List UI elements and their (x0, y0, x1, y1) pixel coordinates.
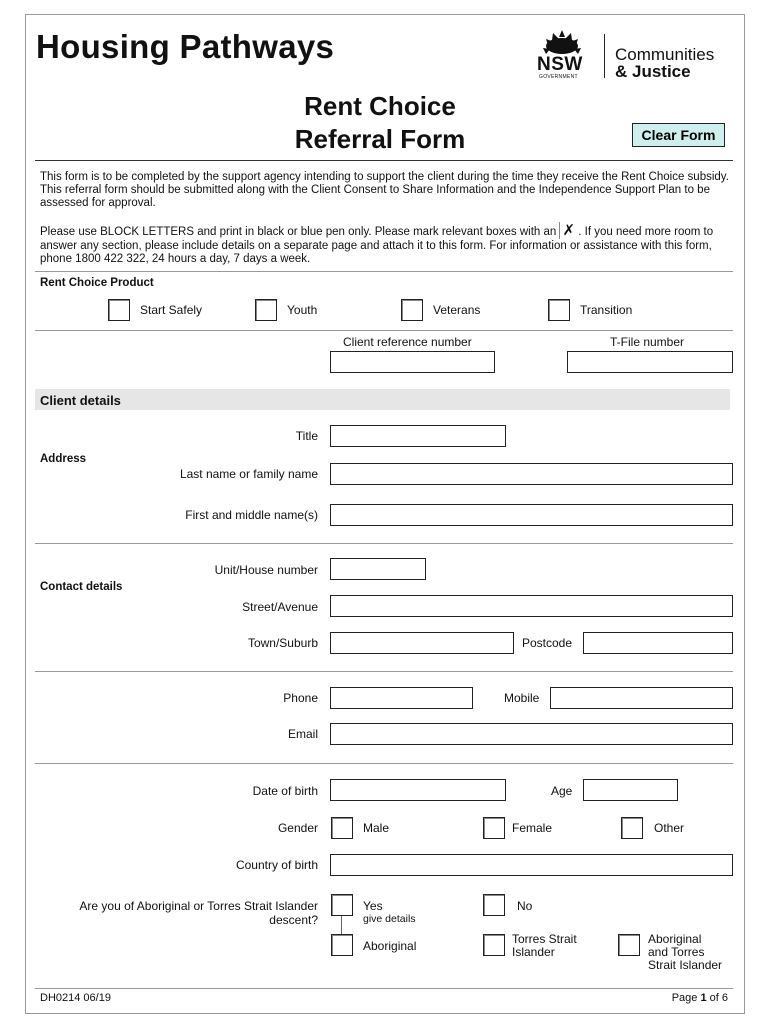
town-input[interactable] (330, 632, 514, 654)
aboriginal-checkbox[interactable] (331, 934, 353, 956)
form-title-line2: Referral Form (294, 124, 466, 154)
male-label: Male (363, 821, 390, 835)
divider-5 (35, 763, 733, 764)
country-label: Country of birth (235, 858, 318, 872)
nsw-sub: GOVERNMENT (539, 74, 578, 80)
dob-label: Date of birth (252, 784, 318, 798)
start-safely-checkbox[interactable] (108, 299, 130, 321)
instructions-text (40, 224, 734, 267)
torres-line2: Islander (512, 945, 555, 959)
unit-label: Unit/House number (214, 563, 318, 577)
last-name-input[interactable] (330, 463, 733, 485)
instructions-part1: Please use BLOCK LETTERS and print in black or blue pen only. Please mark relevant boxes with an (40, 226, 560, 238)
client-ref-label: Client reference number (343, 335, 472, 349)
phone-input[interactable] (330, 687, 473, 709)
youth-label: Youth (287, 303, 318, 317)
divider-2 (35, 330, 733, 331)
atsi-no-checkbox[interactable] (483, 894, 505, 916)
street-input[interactable] (330, 595, 733, 617)
first-name-input[interactable] (330, 504, 733, 526)
email-label: Email (287, 727, 318, 741)
male-checkbox[interactable] (331, 817, 353, 839)
both-line3: Strait Islander (648, 958, 723, 972)
atsi-yes-sub: give details (363, 913, 416, 925)
title-input[interactable] (330, 425, 506, 447)
client-details-bar (35, 389, 730, 410)
brand-title: Housing Pathways (36, 28, 335, 65)
female-label: Female (512, 821, 553, 835)
divider-1 (35, 271, 733, 272)
phone-label: Phone (283, 691, 318, 705)
other-checkbox[interactable] (621, 817, 643, 839)
first-name-label: First and middle name(s) (185, 508, 318, 522)
gender-label: Gender (277, 821, 318, 835)
aboriginal-label: Aboriginal (363, 939, 417, 953)
header-rule (35, 160, 733, 161)
footer-rule (35, 988, 733, 989)
client-ref-input[interactable] (330, 351, 495, 373)
mobile-input[interactable] (550, 687, 733, 709)
atsi-question-line1: Are you of Aboriginal or Torres Strait Islander (79, 899, 318, 913)
divider-3 (35, 543, 733, 544)
form-title-line1: Rent Choice (304, 91, 456, 121)
street-label: Street/Avenue (242, 600, 318, 614)
town-label: Town/Suburb (247, 636, 318, 650)
form-title (235, 90, 525, 156)
nsw-wordmark: NSW (537, 54, 583, 75)
agency-line2: & Justice (615, 62, 691, 81)
contact-details-label: Contact details (40, 581, 123, 593)
instructions-part2: . If you need more room to answer any section, please include details on a separate page and attach it to this form. For information or assistance with this form, phone 1800 422 322, 24 hours a day, 7 days a week. (40, 226, 714, 265)
tfile-label: T-File number (610, 335, 685, 349)
other-label: Other (654, 821, 685, 835)
both-label (648, 933, 722, 972)
torres-line1: Torres Strait (512, 932, 577, 946)
nsw-logo (535, 28, 590, 80)
country-input[interactable] (330, 854, 733, 876)
atsi-yes-checkbox[interactable] (331, 894, 353, 916)
veterans-checkbox[interactable] (401, 299, 423, 321)
agency-name (615, 46, 714, 80)
dob-input[interactable] (330, 779, 506, 801)
both-checkbox[interactable] (618, 934, 640, 956)
form-code: DH0214 06/19 (40, 992, 111, 1004)
torres-checkbox[interactable] (483, 934, 505, 956)
agency-line1: Communities (615, 45, 715, 64)
page-prefix: Page (671, 992, 701, 1004)
female-checkbox[interactable] (483, 817, 505, 839)
veterans-label: Veterans (433, 303, 481, 317)
client-details-heading: Client details (40, 393, 121, 408)
intro-text: This form is to be completed by the support agency intending to support the client during the time they receive the Rent Choice subsidy. This referral form should be submitted along with the Client Consent to Share Information and the Independence Support Plan to be assessed for approval. (40, 171, 729, 209)
transition-checkbox[interactable] (548, 299, 570, 321)
page-number (672, 992, 728, 1004)
address-label: Address (40, 453, 87, 465)
postcode-label: Postcode (522, 636, 573, 650)
age-label: Age (551, 784, 573, 798)
postcode-input[interactable] (583, 632, 733, 654)
atsi-question (79, 899, 318, 927)
unit-input[interactable] (330, 558, 426, 580)
transition-label: Transition (580, 303, 633, 317)
product-heading: Rent Choice Product (40, 277, 154, 289)
mark-example-icon: ✗ (559, 222, 575, 239)
yes-connector (341, 916, 342, 934)
tfile-input[interactable] (567, 351, 733, 373)
divider-4 (35, 671, 733, 672)
atsi-question-line2: descent? (269, 913, 318, 927)
torres-label (512, 933, 577, 959)
page-suffix: of 6 (706, 992, 728, 1004)
clear-form-button[interactable]: Clear Form (632, 123, 725, 147)
atsi-yes-label: Yes (363, 899, 383, 913)
start-safely-label: Start Safely (140, 303, 203, 317)
page-current: 1 (700, 992, 707, 1004)
last-name-label: Last name or family name (179, 467, 318, 481)
atsi-no-label: No (517, 899, 533, 913)
both-line2: and Torres (648, 945, 705, 959)
logo-divider (604, 34, 605, 78)
age-input[interactable] (583, 779, 678, 801)
mobile-label: Mobile (504, 691, 540, 705)
youth-checkbox[interactable] (255, 299, 277, 321)
title-label: Title (295, 429, 318, 443)
email-input[interactable] (330, 723, 733, 745)
both-line1: Aboriginal (648, 932, 702, 946)
